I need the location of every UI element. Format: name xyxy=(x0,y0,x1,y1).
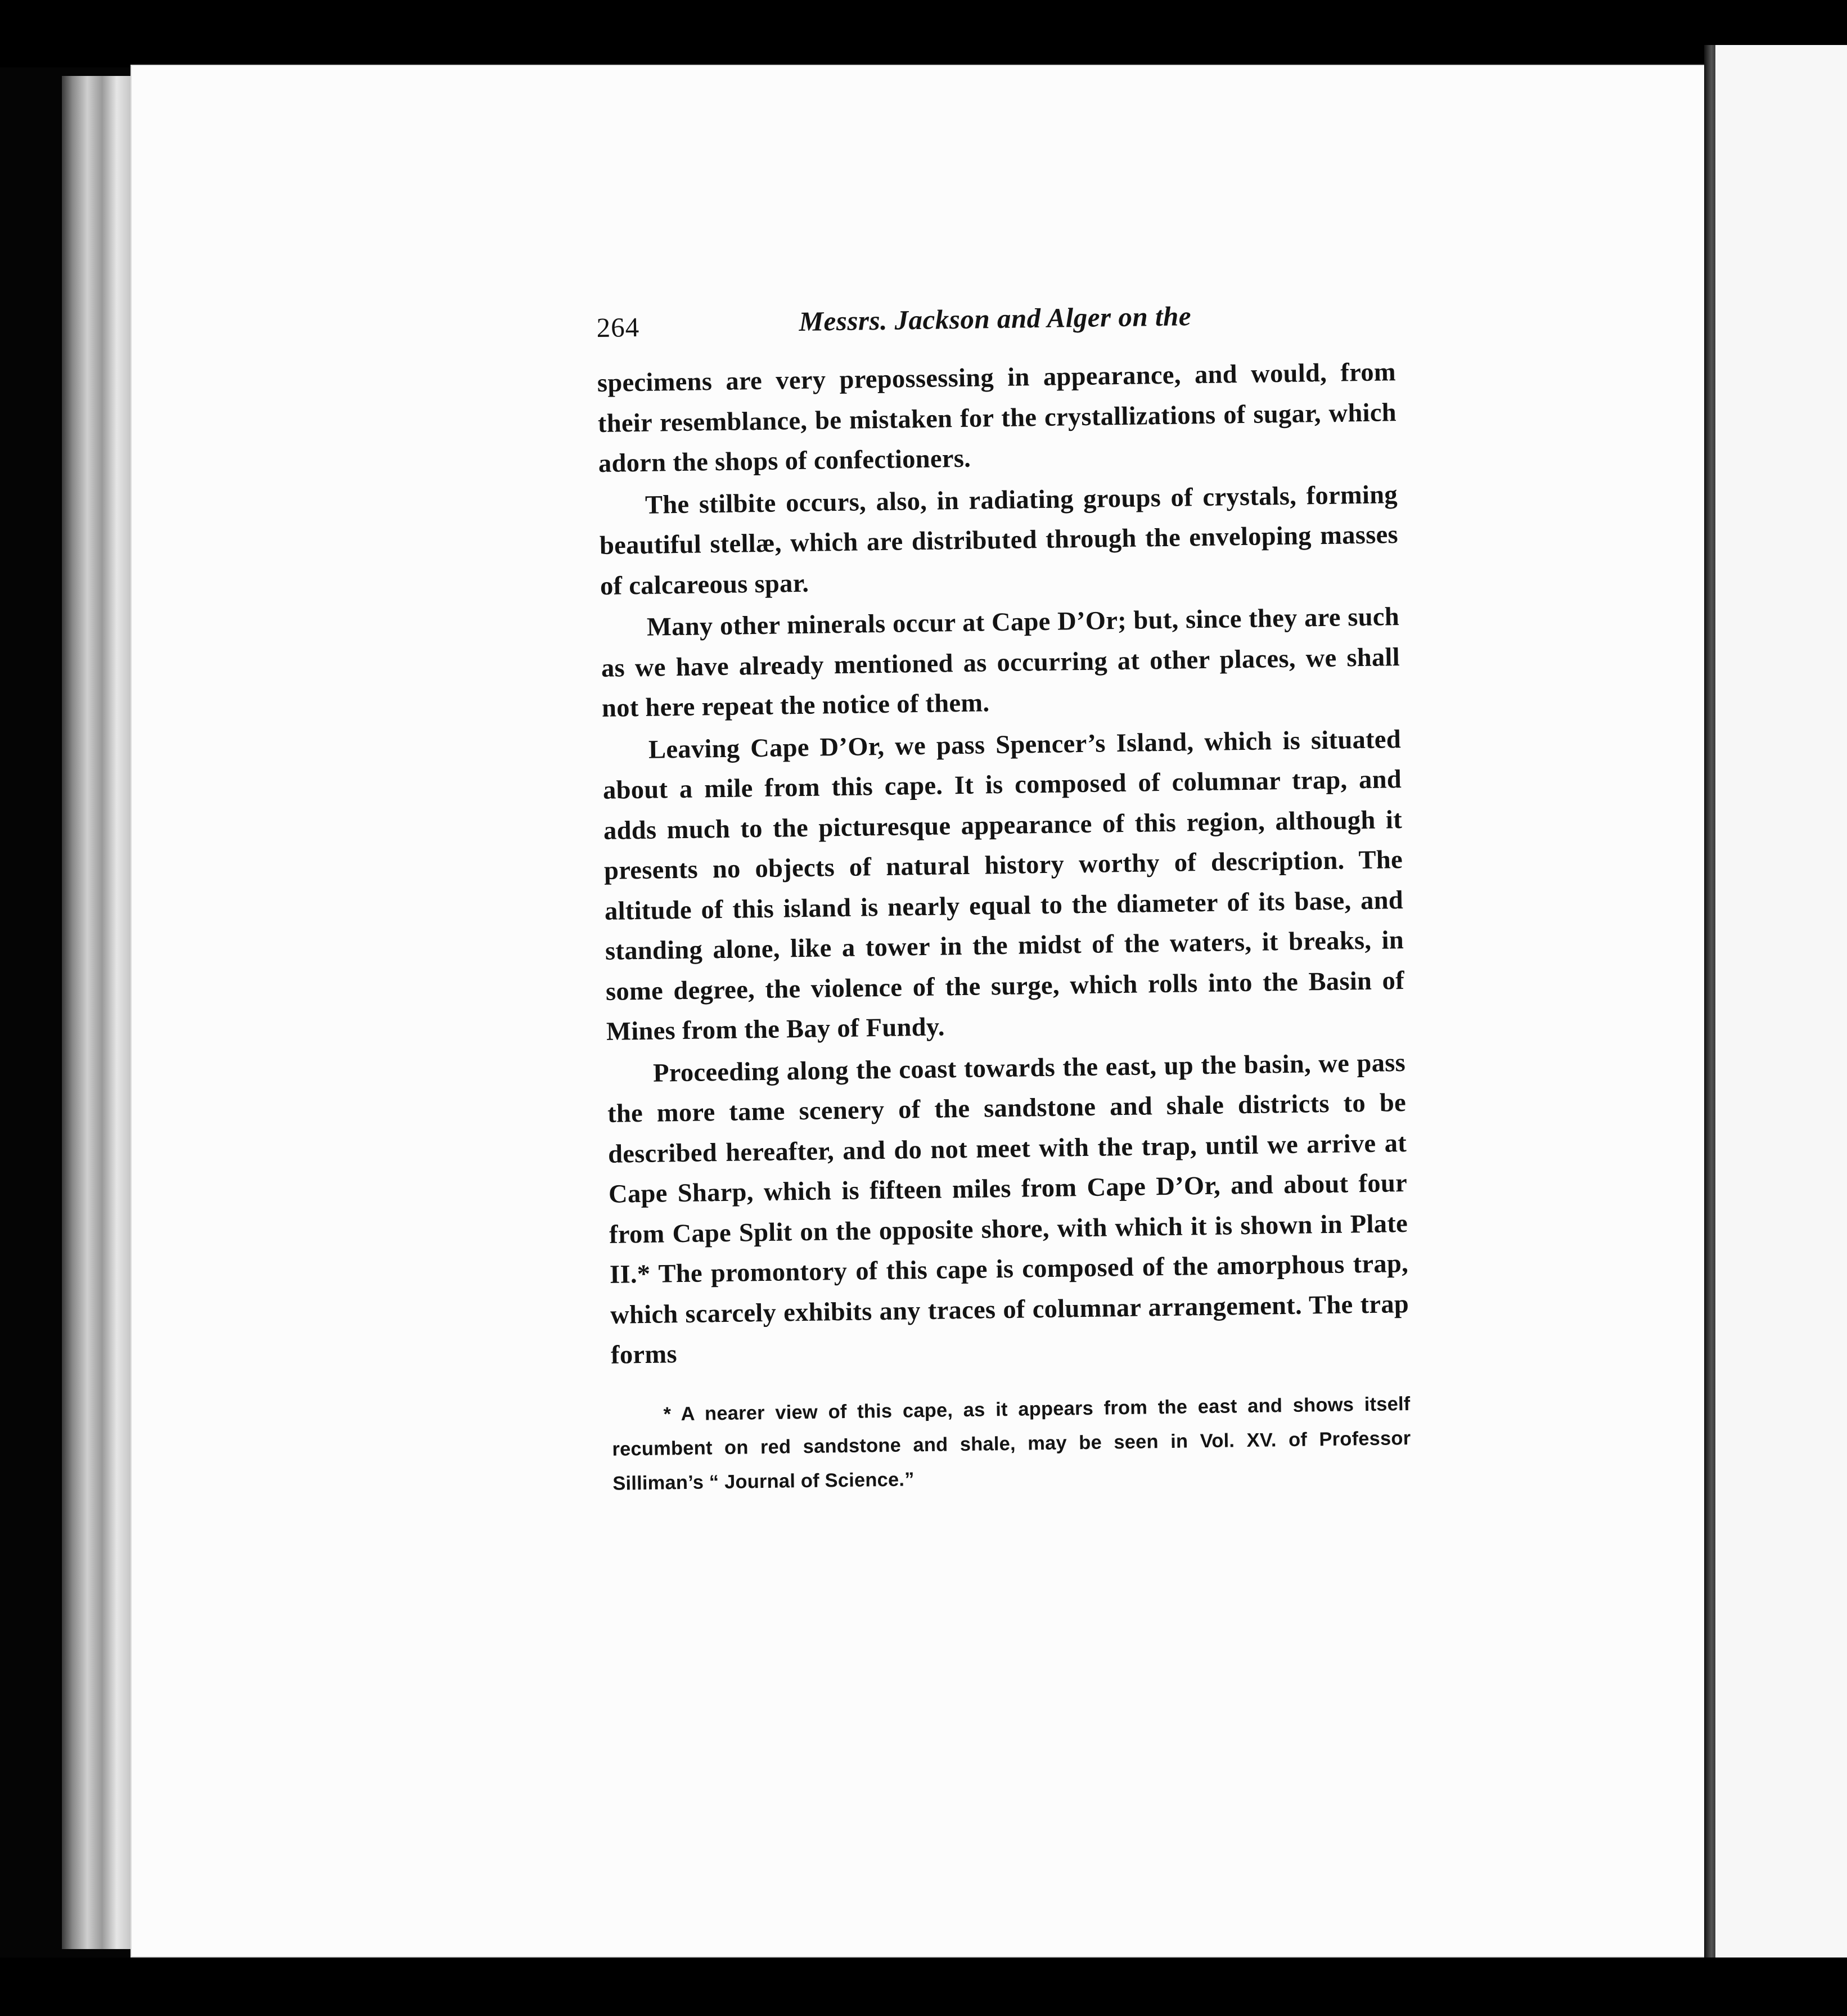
running-title: Messrs. Jackson and Alger on the xyxy=(799,300,1192,337)
paragraph: Leaving Cape D’Or, we pass Spencer’s Island, which is situated about a mile from this cape. It is composed of columnar trap, and adds much to the picturesque appearance of this region, although it presents no objects of natural history worthy of description. The altitude of this island is nearly equal to the diameter of its base, and standing alone, like a tower in the midst of the waters, it breaks, in some degree, the violence of the surge, which rolls into the Basin of Mines from the Bay of Fundy. xyxy=(602,724,1405,1046)
footnote-text: * A nearer view of this cape, as it appears from the east and shows itself recumbent on red sandstone and shale, may be seen in Vol. XV. of Professor Silliman’s “ Journal of Science.” xyxy=(612,1393,1411,1495)
page-number: 264 xyxy=(596,311,640,343)
body-text xyxy=(597,352,1409,1375)
paragraph: The stilbite occurs, also, in radiating groups of crystals, forming beautiful stellæ, which are distributed through the enveloping masses of calcareous spar. xyxy=(599,480,1399,601)
scan-bottom-border xyxy=(0,1958,1847,2016)
paragraph: Proceeding along the coast towards the east, up the basin, we pass the more tame scenery of the sandstone and shale districts to be described hereafter, and do not meet with the trap, until we arrive at Cape Sharp, which is fifteen miles from Cape D’Or, and about four from Cape Split on the opposite shore, with which it is shown in Plate II.* The promontory of this cape is composed of the amorphous trap, which scarcely exhibits any traces of columnar arrangement. The trap forms xyxy=(607,1048,1409,1370)
facing-page xyxy=(1715,45,1847,1958)
paragraph: Many other minerals occur at Cape D’Or; but, since they are such as we have already mentioned as occurring at other places, we shall not here repeat the notice of them. xyxy=(601,602,1400,723)
paragraph: specimens are very prepossessing in appearance, and would, from their resemblance, be mistaken for the crystallizations of sugar, which adorn the shops of confectioners. xyxy=(597,358,1397,478)
book-page-edges xyxy=(62,76,135,1949)
footnote xyxy=(611,1387,1411,1501)
scan-top-border xyxy=(0,0,1847,68)
text-block xyxy=(596,292,1412,1501)
